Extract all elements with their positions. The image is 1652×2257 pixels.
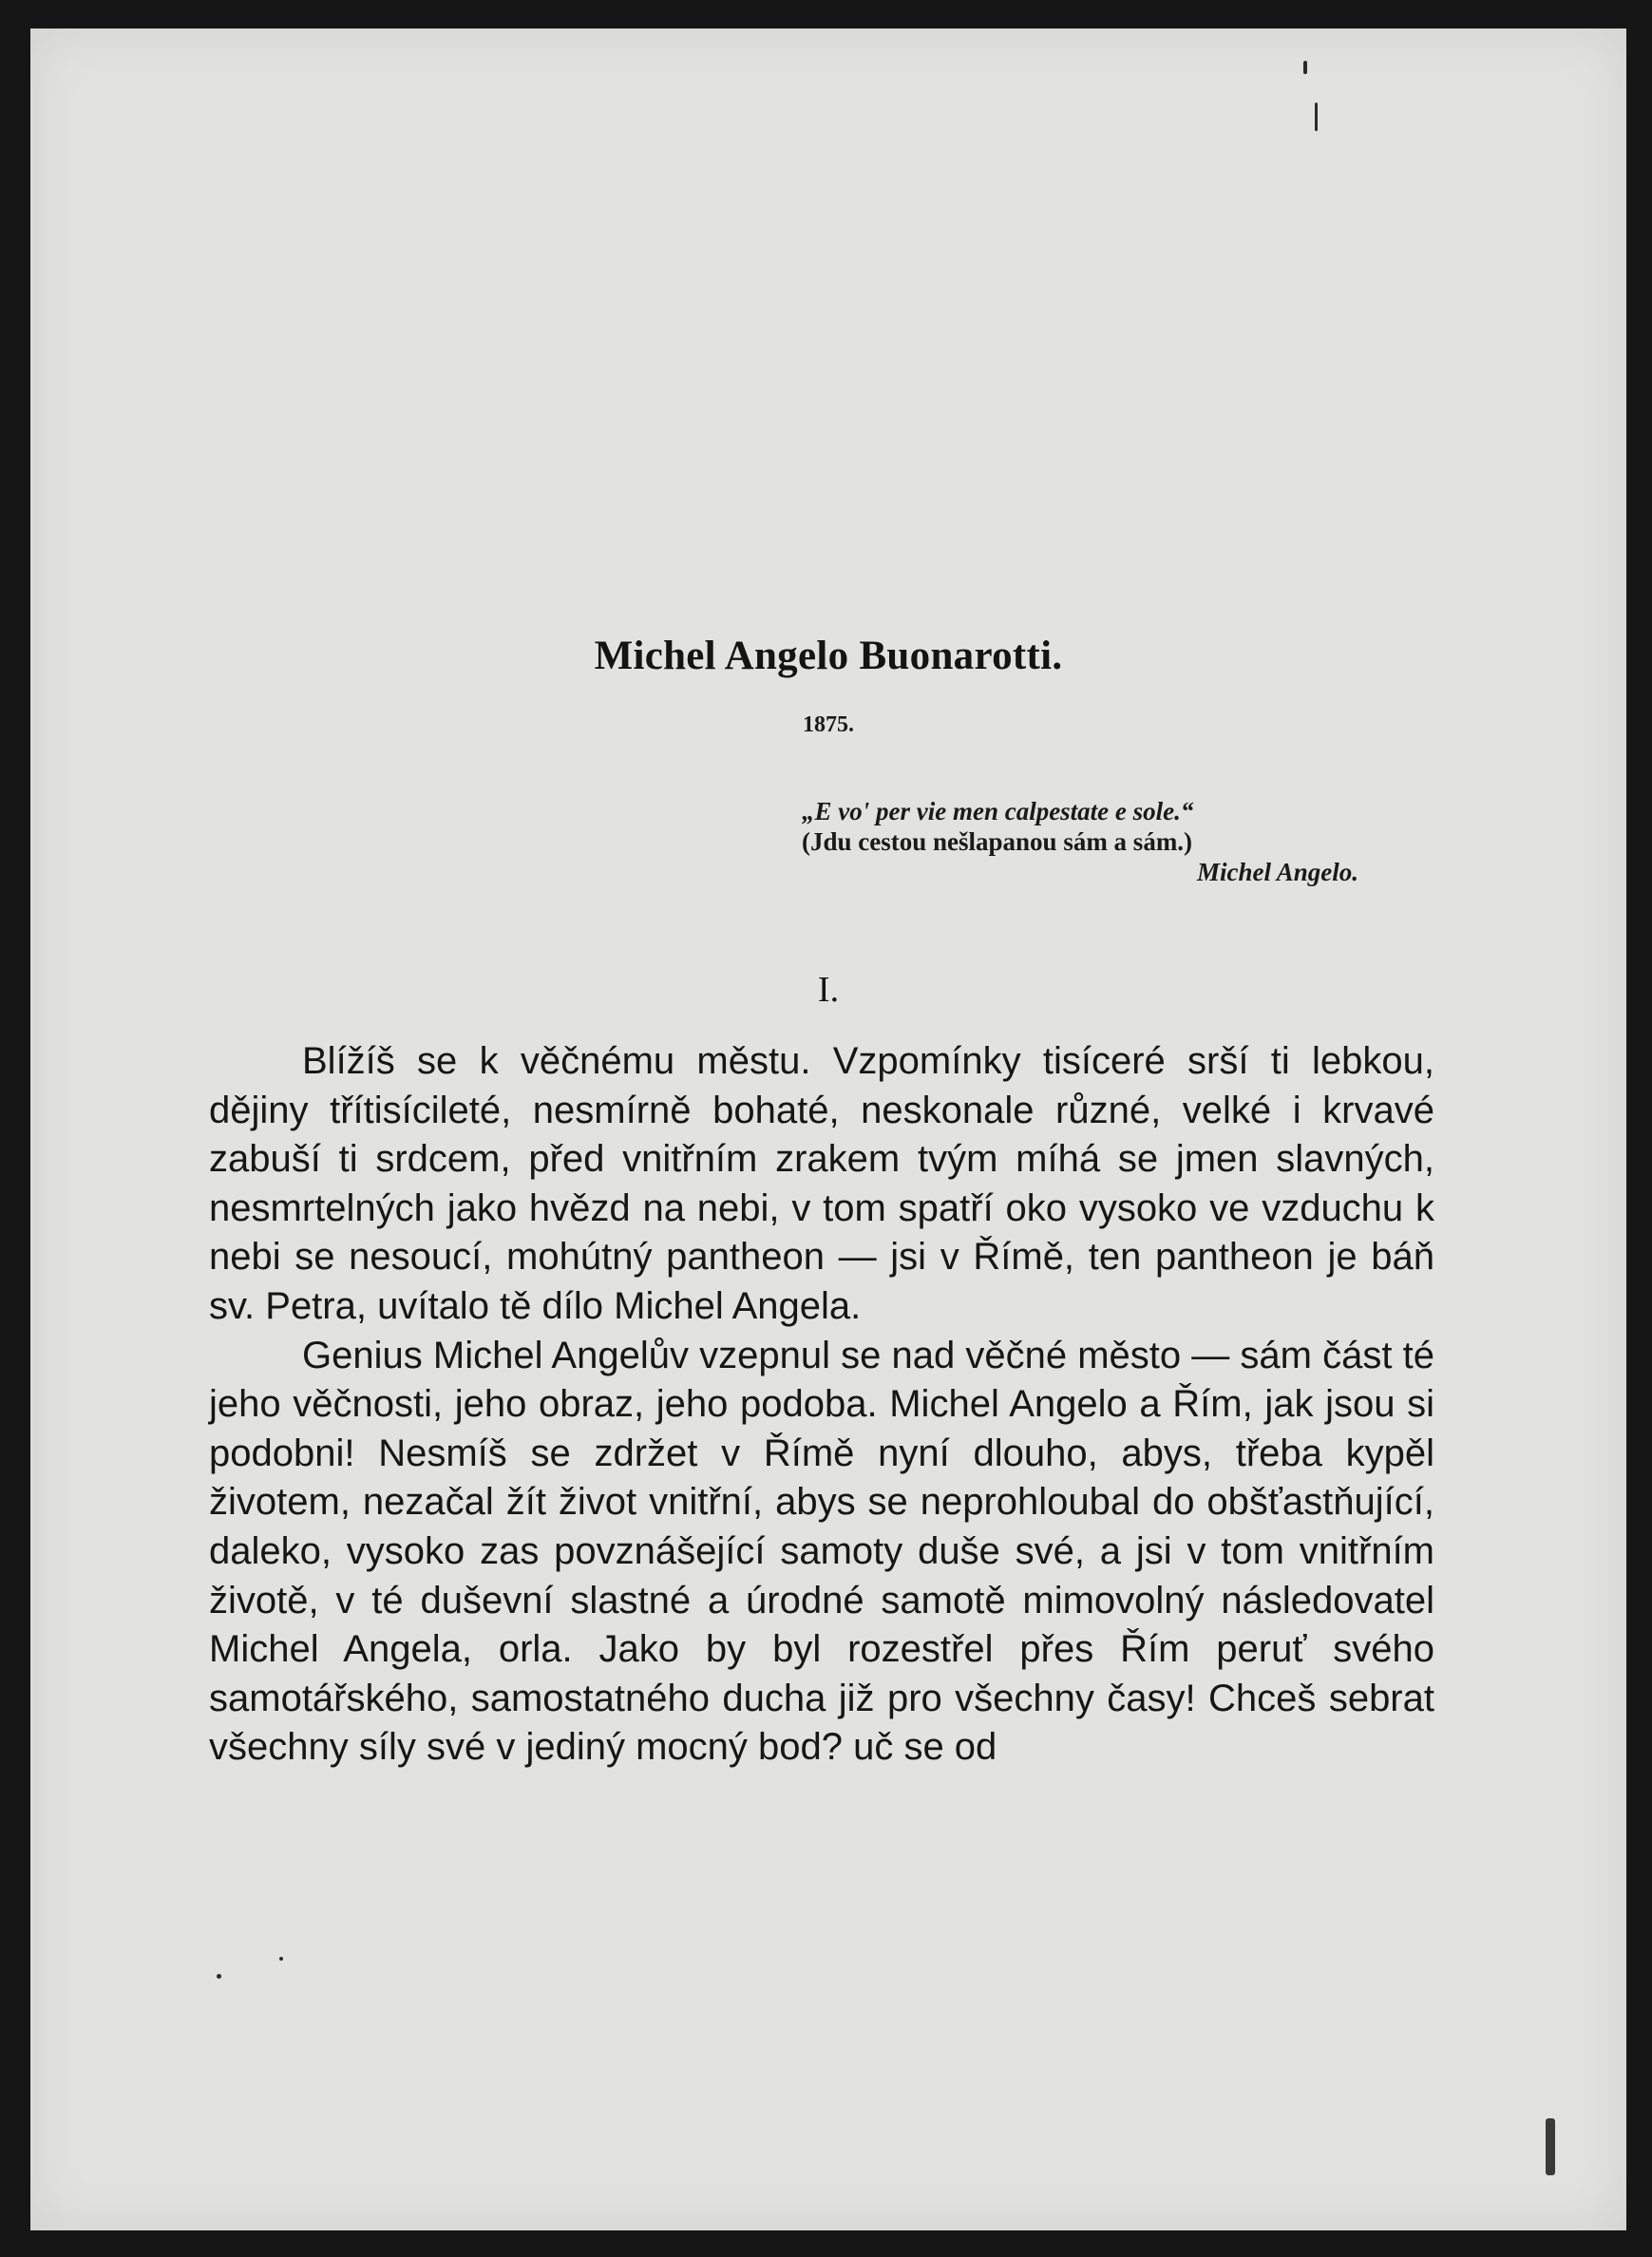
epigraph-translation: (Jdu cestou nešlapanou sám a sám.) [802,827,1193,856]
document-title: Michel Angelo Buonarotti. [594,634,1063,678]
document-year: 1875. [803,712,854,737]
paragraph: Blížíš se k věčnému městu. Vzpomínky tisíceré srší ti lebkou, dějiny třítisícileté, nesmírně bohaté, neskonale různé, velké i krvavé zabuší ti srdcem, před vnitřním zrakem tvým míhá se jmen slavných, nesmrtelných jako hvězd na nebi, v tom spatří oko vysoko ve vzduchu k nebi se nesoucí, mohútný pantheon — jsi v Římě, ten pantheon je báň sv. Petra, uvítalo tě dílo Michel Angela. [209,1040,1434,1327]
scan-speck [279,1957,283,1961]
scan-speck [1315,103,1318,131]
scan-speck [1546,2118,1555,2175]
epigraph-quote: „E vo' per vie men calpestate e sole.“ [802,797,1194,825]
epigraph-author: Michel Angelo. [1196,858,1358,886]
scan-speck [1303,61,1307,74]
paragraph: Genius Michel Angelův vzepnul se nad věčné město — sám část té jeho věčnosti, jeho obraz, jeho podoba. Michel Angelo a Řím, jak jsou si podobni! Nesmíš se zdržet v Římě nyní dlouho, abys, třeba kypěl životem, nezačal žít život vnitřní, abys se neprohloubal do obšťastňující, daleko, vysoko zas povznášející samoty duše své, a jsi v tom vnitřním životě, v té duševní slastné a úrodné samotě mimovolný následovatel Michel Angela, orla. Jako by byl rozestřel přes Řím peruť svého samotářského, samostatného ducha již pro všechny časy! Chceš sebrat všechny síly své v jediný mocný bod? uč se od [209,1334,1434,1769]
section-number: I. [817,970,840,1010]
scanned-page [30,28,1626,2230]
body-text [209,1037,1434,1773]
scan-speck [217,1974,221,1979]
epigraph [802,796,1381,887]
